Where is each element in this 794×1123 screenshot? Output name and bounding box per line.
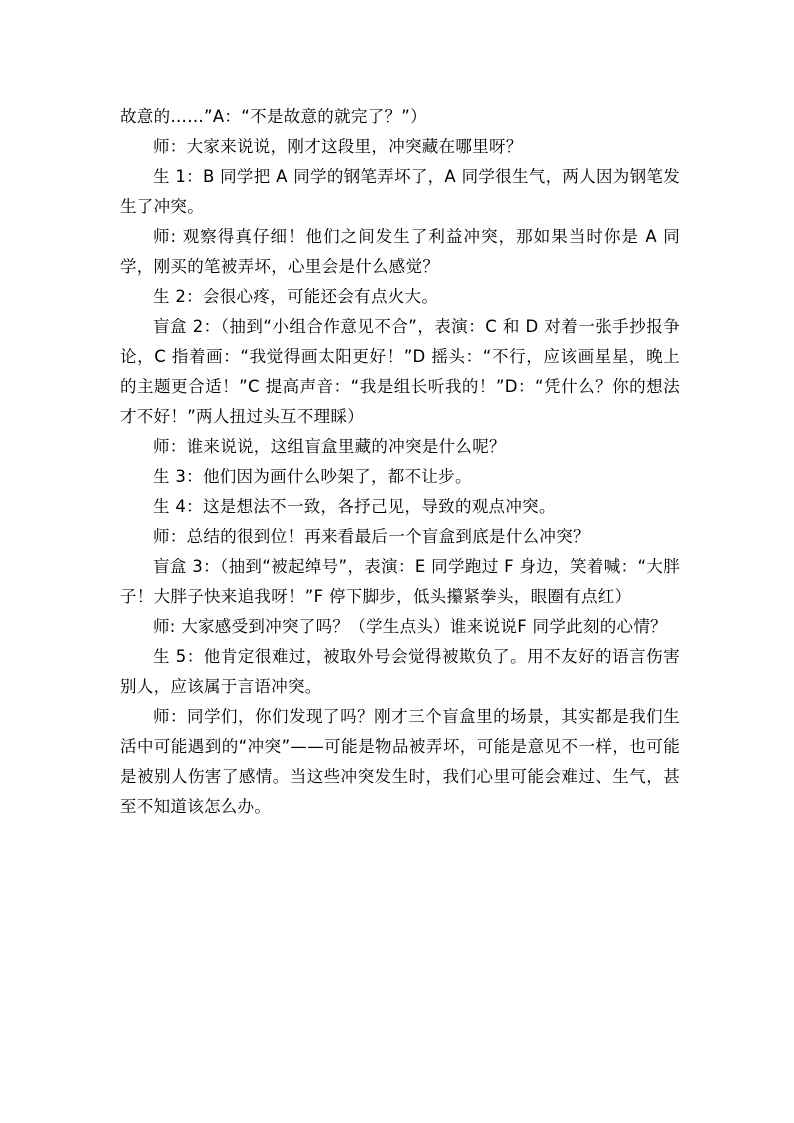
paragraph: 师: 观察得真仔细！他们之间发生了利益冲突，那如果当时你是 A 同学，刚买的笔被弄坏，心里会是什么感觉？ — [120, 227, 680, 276]
paragraph: 生 3：他们因为画什么吵架了，都不让步。 — [153, 467, 472, 486]
paragraph: 师：大家来说说，刚才这段里，冲突藏在哪里呀？ — [153, 137, 523, 156]
paragraph: 盲盒 2：（抽到“小组合作意见不合”，表演：C 和 D 对着一张手抄报争论，C 指着画：“我觉得画太阳更好！”D 摇头：“不行，应该画星星，晚上的主题更合适！”C 提高声音：“我是组长听我的！”D：“凭什么？你的想法才不好！”两人扭过头互不理睬） — [120, 317, 680, 426]
paragraph: 生 4：这是想法不一致，各抒己见，导致的观点冲突。 — [153, 497, 556, 516]
paragraph: 盲盒 3：（抽到“被起绰号”，表演：E 同学跑过 F 身边，笑着喊：“大胖子！大胖子快来追我呀！”F 停下脚步，低头攥紧拳头，眼圈有点红） — [120, 557, 680, 606]
paragraph: 师：总结的很到位！再来看最后一个盲盒到底是什么冲突？ — [153, 527, 590, 546]
paragraph: 师：谁来说说，这组盲盒里藏的冲突是什么呢？ — [153, 437, 506, 456]
paragraph: 师: 大家感受到冲突了吗？（学生点头）谁来说说F 同学此刻的心情？ — [153, 617, 667, 636]
paragraph: 师：同学们，你们发现了吗？刚才三个盲盒里的场景，其实都是我们生活中可能遇到的“冲突”——可能是物品被弄坏，可能是意见不一样，也可能是被别人伤害了感情。当这些冲突发生时，我们心里可能会难过、生气，甚至不知道该怎么办。 — [120, 707, 680, 816]
paragraph: 生 5：他肯定很难过，被取外号会觉得被欺负了。用不友好的语言伤害别人，应该属于言语冲突。 — [120, 647, 680, 696]
paragraph: 生 1：B 同学把 A 同学的钢笔弄坏了，A 同学很生气，两人因为钢笔发生了冲突。 — [120, 167, 680, 216]
document-body — [120, 102, 680, 822]
paragraph: 生 2：会很心疼，可能还会有点火大。 — [153, 287, 439, 306]
paragraph: 故意的……”A：“不是故意的就完了？”） — [120, 107, 427, 126]
